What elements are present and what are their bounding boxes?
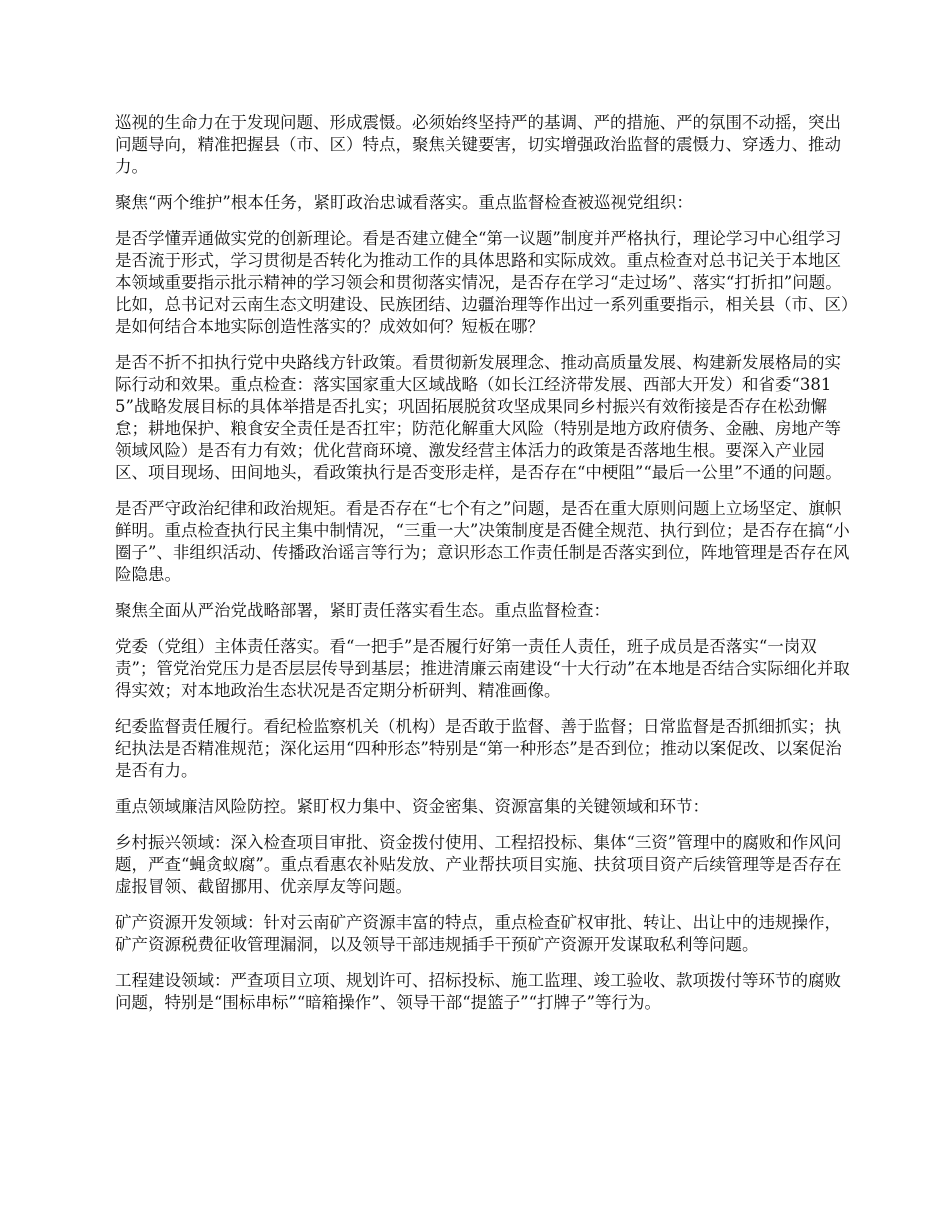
document-body xyxy=(115,112,850,1028)
paragraph-intro: 巡视的生命力在于发现问题、形成震慑。必须始终坚持严的基调、严的措施、严的氛围不动摇，突出问题导向，精准把握县（市、区）特点，聚焦关键要害，切实增强政治监督的震慑力、穿透力、推动力。 xyxy=(115,113,841,176)
paragraph-party-committee-responsibility: 党委（党组）主体责任落实。看“一把手”是否履行好第一责任人责任，班子成员是否落实“一岗双责”；管党治党压力是否层层传导到基层；推进清廉云南建设“十大行动”在本地是否结合实际细化并取得实效；对本地政治生态状况是否定期分析研判、精准画像。 xyxy=(115,637,850,700)
paragraph-political-discipline: 是否严守政治纪律和政治规矩。看是否存在“七个有之”问题，是否在重大原则问题上立场坚定、旗帜鲜明。重点检查执行民主集中制情况，“三重一大”决策制度是否健全规范、执行到位；是否存在搞“小圈子”、非组织活动、传播政治谣言等行为；意识形态工作责任制是否落实到位，阵地管理是否存在风险隐患。 xyxy=(115,499,850,584)
paragraph-engineering-construction: 工程建设领域：严查项目立项、规划许可、招标投标、施工监理、竣工验收、款项拨付等环节的腐败问题，特别是“围标串标”“暗箱操作”、领导干部“提篮子”“打牌子”等行为。 xyxy=(115,971,841,1012)
paragraph-section-heading-strict-governance: 聚焦全面从严治党战略部署，紧盯责任落实看生态。重点监督检查： xyxy=(115,601,610,620)
paragraph-discipline-supervision: 纪委监督责任履行。看纪检监察机关（机构）是否敢于监督、善于监督；日常监督是否抓细抓实；执纪执法是否精准规范；深化运用“四种形态”特别是“第一种形态”是否到位；推动以案促改、以案促治是否有力。 xyxy=(115,717,842,780)
paragraph-rural-revitalization: 乡村振兴领域：深入检查项目审批、资金拨付使用、工程招投标、集体“三资”管理中的腐败和作风问题，严查“蝇贪蚁腐”。重点看惠农补贴发放、产业帮扶项目实施、扶贫项目资产后续管理等是否存在虚报冒领、截留挪用、优亲厚友等问题。 xyxy=(115,833,842,896)
paragraph-mineral-resources: 矿产资源开发领域：针对云南矿产资源丰富的特点，重点检查矿权审批、转让、出让中的违规操作，矿产资源税费征收管理漏洞，以及领导干部违规插手干预矿产资源开发谋取私利等问题。 xyxy=(115,913,841,954)
paragraph-section-heading-political-loyalty: 聚焦“两个维护”根本任务，紧盯政治忠诚看落实。重点监督检查被巡视党组织： xyxy=(115,193,693,212)
paragraph-key-areas-risk: 重点领域廉洁风险防控。紧盯权力集中、资金密集、资源富集的关键领域和环节： xyxy=(115,797,709,816)
paragraph-theory-study: 是否学懂弄通做实党的创新理论。看是否建立健全“第一议题”制度并严格执行，理论学习中心组学习是否流于形式，学习贯彻是否转化为推动工作的具体思路和实际成效。重点检查对总书记关于本地区本领域重要指示批示精神的学习领会和贯彻落实情况，是否存在学习“走过场”、落实“打折扣”问题。比如，总书记对云南生态文明建设、民族团结、边疆治理等作出过一系列重要指示，相关县（市、区）是如何结合本地实际创造性落实的？成效如何？短板在哪？ xyxy=(115,229,850,336)
paragraph-policy-execution: 是否不折不扣执行党中央路线方针政策。看贯彻新发展理念、推动高质量发展、构建新发展格局的实际行动和效果。重点检查：落实国家重大区域战略（如长江经济带发展、西部大开发）和省委“3815”战略发展目标的具体举措是否扎实；巩固拓展脱贫攻坚成果同乡村振兴有效衔接是否存在松劲懈怠；耕地保护、粮食安全责任是否扛牢；防范化解重大风险（特别是地方政府债务、金融、房地产等领域风险）是否有力有效；优化营商环境、激发经营主体活力的政策是否落地生根。要深入产业园区、项目现场、田间地头，看政策执行是否变形走样，是否存在“中梗阻”“最后一公里”不通的问题。 xyxy=(115,353,842,482)
